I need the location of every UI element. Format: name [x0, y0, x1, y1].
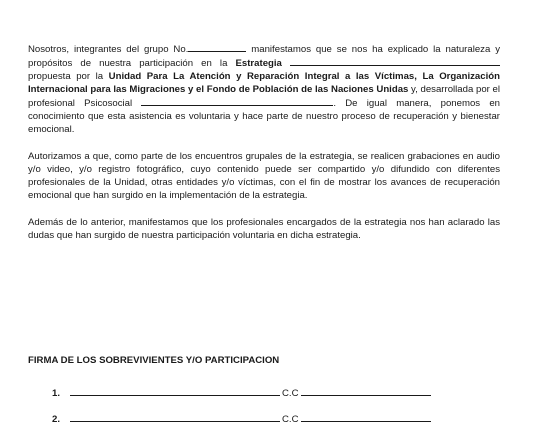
- id-number-line: [301, 385, 431, 396]
- psychosocial-professional-blank: [141, 96, 333, 106]
- id-label: C.C: [282, 388, 299, 399]
- intro-text-3: propuesta por la: [28, 71, 109, 82]
- signatures-heading: FIRMA DE LOS SOBREVIVIENTES Y/O PARTICIPACION: [28, 355, 280, 366]
- paragraph-clarification: Además de lo anterior, manifestamos que los profesionales encargados de la estrategia nos han aclarado las dudas que han surgido de nuestra participación voluntaria en dicha estrategia.: [28, 217, 500, 241]
- signature-row: [52, 385, 431, 399]
- id-label: C.C: [282, 414, 299, 425]
- intro-text-5: . De igual manera, ponemos en conocimiento que esta asistencia es voluntaria y hace parte de nuestro proceso de recuperación y bienestar emocional.: [28, 98, 500, 135]
- intro-text-2: manifestamos que se nos ha explicado la naturaleza y propósitos de nuestra participación en la: [28, 44, 501, 69]
- signature-number: 1.: [52, 388, 61, 399]
- signature-line: [70, 411, 280, 422]
- group-number-blank: [188, 42, 246, 52]
- consent-document-body: [28, 42, 500, 242]
- strategy-name-blank: [290, 56, 500, 66]
- signature-row: [52, 411, 431, 425]
- strategy-label: Estrategia: [235, 58, 282, 69]
- signature-number: 2.: [52, 414, 61, 425]
- paragraph-intro: [28, 42, 500, 136]
- intro-text-1: Nosotros, integrantes del grupo No.: [28, 44, 189, 55]
- id-number-line: [301, 411, 431, 422]
- signature-line: [70, 385, 280, 396]
- paragraph-authorization: Autorizamos a que, como parte de los encuentros grupales de la estrategia, se realicen grabaciones en audio y/o video, y/o registro fotográfico, cuyo contenido puede ser compartido y/o difundido con diferentes profesionales de la Unidad, otras entidades y/o víctimas, con el fin de mostrar los avances de recuperación emocional que han surgido en la implementación de la estrategia.: [28, 151, 500, 201]
- intro-text-4: y, desarrollada por el profesional Psicosocial: [28, 84, 501, 109]
- institutions-names: Unidad Para La Atención y Reparación Integral a las Víctimas, La Organización Internacional para las Migraciones y el Fondo de Población de las Naciones Unidas: [28, 71, 500, 95]
